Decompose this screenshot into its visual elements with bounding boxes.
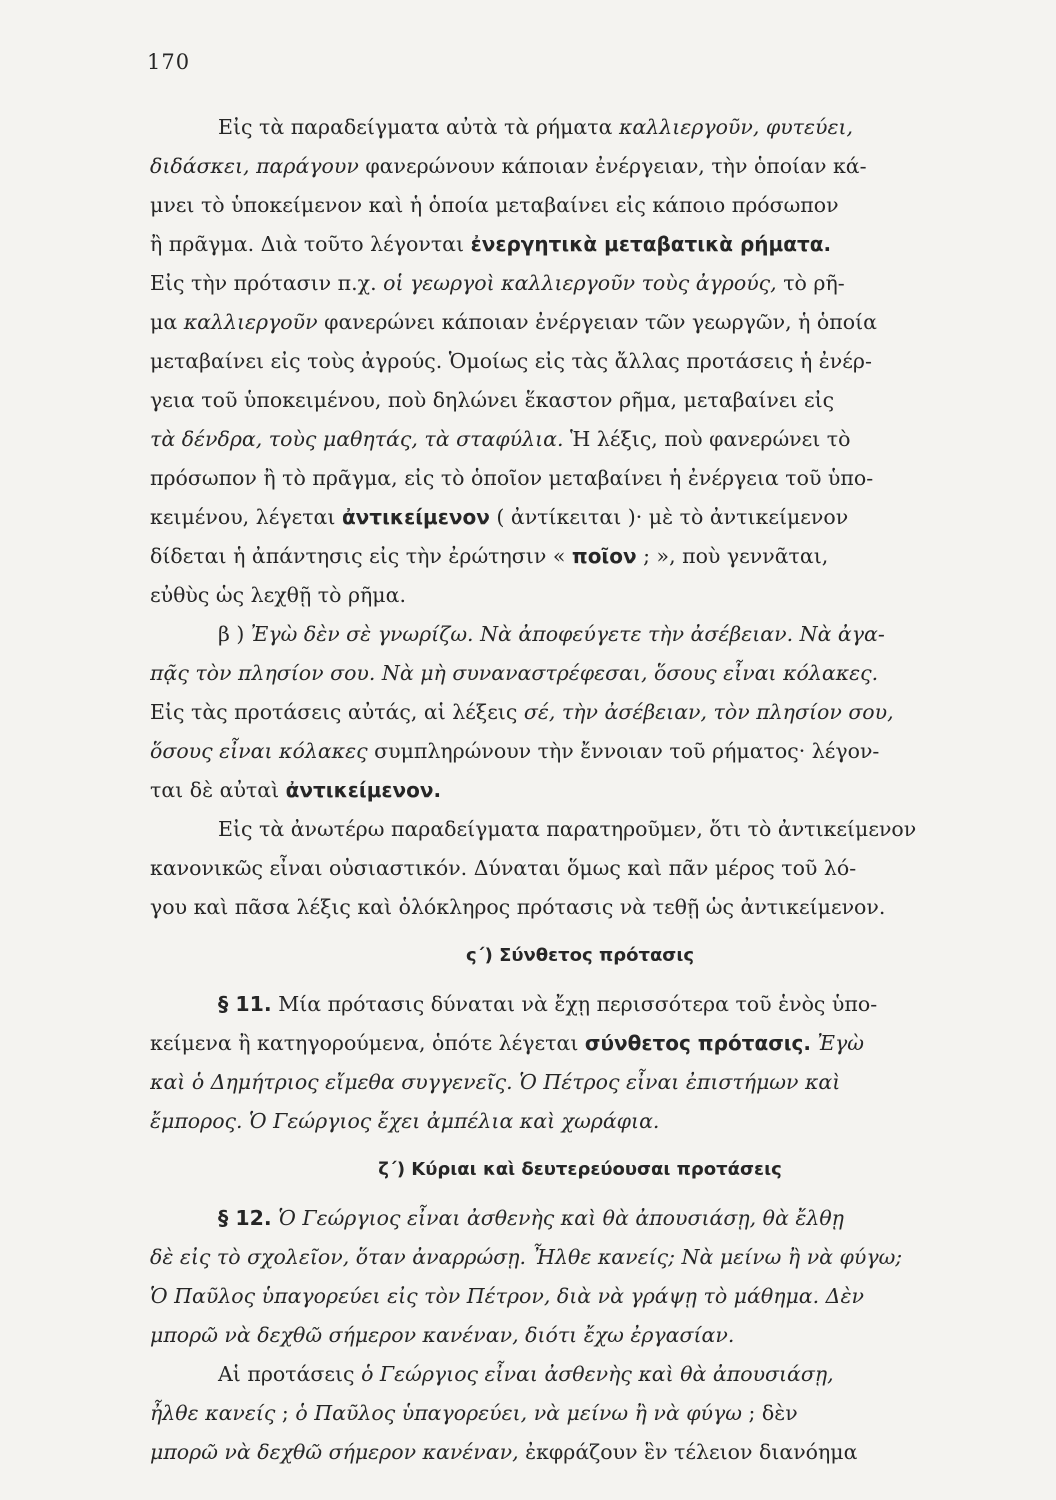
text-line: § 11. Μία πρότασις δύναται νὰ ἔχῃ περισσότερα τοῦ ἑνὸς ὑπο- [218,992,878,1016]
bold-term: ποῖον [571,544,637,568]
text-line: Εἰς τὴν πρότασιν π.χ. οἱ γεωργοὶ καλλιεργοῦν τοὺς ἀγρούς, τὸ ρῆ- [150,271,845,295]
section-number: § 12. [218,1206,272,1230]
text-line: γεια τοῦ ὑποκειμένου, ποὺ δηλώνει ἕκαστον ρῆμα, μεταβαίνει εἰς [150,388,835,412]
text-line: εὐθὺς ὡς λεχθῇ τὸ ρῆμα. [150,583,406,607]
paragraph-object-examples [150,615,1010,810]
section-heading-compound-sentence: ς΄) Σύνθετος πρότασις [465,945,695,966]
text-line: Ὁ Παῦλος ὑπαγορεύει εἰς τὸν Πέτρον, διὰ νὰ γράψῃ τὸ μάθημα. Δὲν [150,1284,864,1308]
paragraph-section-12 [150,1199,1010,1355]
text-line: καὶ ὁ Δημήτριος εἴμεθα συγγενεῖς. Ὁ Πέτρος εἶναι ἐπιστήμων καὶ [150,1070,841,1094]
text-line: Εἰς τὰ παραδείγματα αὐτὰ τὰ ρήματα καλλιεργοῦν, φυτεύει, [218,115,854,139]
bold-term: ἀντικείμενον [341,505,490,529]
text-line: μνει τὸ ὑποκείμενον καὶ ἡ ὁποία μεταβαίνει εἰς κάποιο πρόσωπον [150,193,839,217]
text-line: κανονικῶς εἶναι οὐσιαστικόν. Δύναται ὅμως καὶ πᾶν μέρος τοῦ λό- [150,856,857,880]
text-line: ἔμπορος. Ὁ Γεώργιος ἔχει ἀμπέλια καὶ χωράφια. [150,1109,660,1133]
text-line: ται δὲ αὐταὶ ἀντικείμενον. [150,778,442,802]
text-line: ἦλθε κανείς ; ὁ Παῦλος ὑπαγορεύει, νὰ μείνω ἢ νὰ φύγω ; δὲν [150,1401,798,1425]
text-line: γου καὶ πᾶσα λέξις καὶ ὁλόκληρος πρότασις νὰ τεθῇ ὡς ἀντικείμενον. [150,895,886,919]
page-body [150,108,1010,1472]
text-line: κείμενα ἢ κατηγορούμενα, ὁπότε λέγεται σύνθετος πρότασις. Ἐγὼ [150,1031,864,1055]
text-line: δίδεται ἡ ἀπάντησις εἰς τὴν ἐρώτησιν « ποῖον ; », ποὺ γεννᾶται, [150,544,829,568]
text-line: Εἰς τὰ ἀνωτέρω παραδείγματα παρατηροῦμεν, ὅτι τὸ ἀντικείμενον [218,817,917,841]
text-line: μπορῶ νὰ δεχθῶ σήμερον κανέναν, διότι ἔχω ἐργασίαν. [150,1323,735,1347]
text-line: ἢ πρᾶγμα. Διὰ τοῦτο λέγονται ἐνεργητικὰ μεταβατικὰ ρήματα. [150,232,832,256]
text-line: πρόσωπον ἢ τὸ πρᾶγμα, εἰς τὸ ὁποῖον μεταβαίνει ἡ ἐνέργεια τοῦ ὑπο- [150,466,874,490]
text-line: μπορῶ νὰ δεχθῶ σήμερον κανέναν, ἐκφράζουν ἓν τέλειον διανόημα [150,1440,858,1464]
paragraph-section-11 [150,985,1010,1141]
text-line: δὲ εἰς τὸ σχολεῖον, ὅταν ἀναρρώσῃ. Ἦλθε κανείς; Νὰ μείνω ἢ νὰ φύγω; [150,1245,903,1269]
text-line: κειμένου, λέγεται ἀντικείμενον ( ἀντίκειται )· μὲ τὸ ἀντικείμενον [150,505,849,529]
section-heading-main-subordinate: ζ΄) Κύριαι καὶ δευτερεύουσαι προτάσεις [378,1159,782,1180]
page-number: 170 [147,50,191,74]
text-line: τὰ δένδρα, τοὺς μαθητάς, τὰ σταφύλια. Ἡ λέξις, ποὺ φανερώνει τὸ [150,427,851,451]
text-line: β ) Ἐγὼ δὲν σὲ γνωρίζω. Νὰ ἀποφεύγετε τὴν ἀσέβειαν. Νὰ ἀγα- [218,622,885,646]
text-line: διδάσκει, παράγουν φανερώνουν κάποιαν ἐνέργειαν, τὴν ὁποίαν κά- [150,154,867,178]
section-number: § 11. [218,992,272,1016]
text-line: μα καλλιεργοῦν φανερώνει κάποιαν ἐνέργειαν τῶν γεωργῶν, ἡ ὁποία [150,310,877,334]
text-line: § 12. Ὁ Γεώργιος εἶναι ἀσθενὴς καὶ θὰ ἀπουσιάσῃ, θὰ ἔλθῃ [218,1206,844,1230]
paragraph-main-clauses [150,1355,1010,1472]
text-line: μεταβαίνει εἰς τοὺς ἀγρούς. Ὁμοίως εἰς τὰς ἄλλας προτάσεις ἡ ἐνέρ- [150,349,872,373]
text-line: ὅσους εἶναι κόλακες συμπληρώνουν τὴν ἔννοιαν τοῦ ρήματος· λέγον- [150,739,880,763]
paragraph-object-observations [150,810,1010,927]
text-line: Εἰς τὰς προτάσεις αὐτάς, αἱ λέξεις σέ, τὴν ἀσέβειαν, τὸν πλησίον σου, [150,700,894,724]
bold-term: σύνθετος πρότασις. [584,1031,812,1055]
bold-term: ἀντικείμενον. [285,778,442,802]
bold-term: ἐνεργητικὰ μεταβατικὰ ρήματα. [470,232,832,256]
text-line: Αἱ προτάσεις ὁ Γεώργιος εἶναι ἀσθενὴς καὶ θὰ ἀπουσιάσῃ, [218,1362,834,1386]
paragraph-active-transitive-verbs [150,108,1010,615]
text-line: πᾷς τὸν πλησίον σου. Νὰ μὴ συναναστρέφεσαι, ὅσους εἶναι κόλακες. [150,661,879,685]
